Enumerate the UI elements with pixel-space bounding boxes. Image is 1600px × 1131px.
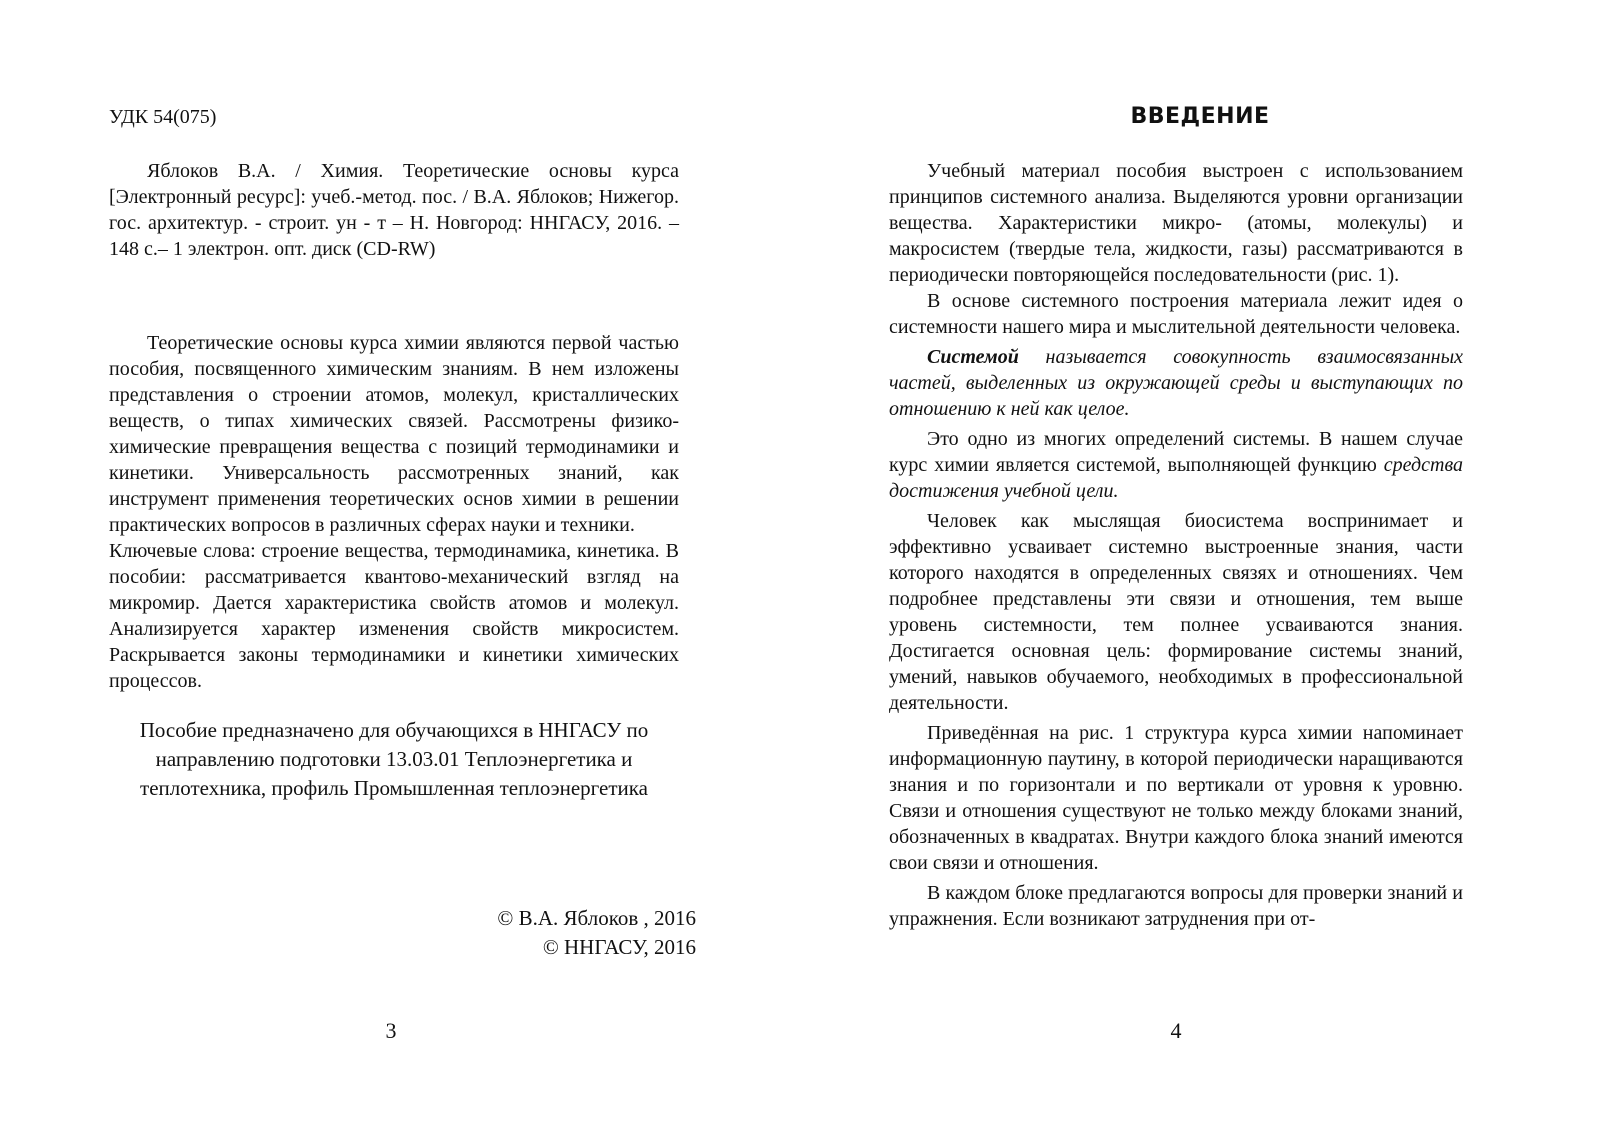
- keywords-text: Ключевые слова: строение вещества, термодинамика, кинетика. В пособии: рассматривается квантово-механический взгляд на микромир. Дается характеристика свойств атомов и молекул. Анализируется характер изменения свойств микросистем. Раскрывается законы термодинамики и кинетики химических процессов.: [109, 540, 679, 692]
- definition-term: Системой: [927, 346, 1019, 368]
- p4-italic: средства достижения учебной цели.: [889, 454, 1463, 502]
- bibliographic-record: [109, 158, 679, 262]
- intro-paragraph-7: В каждом блоке предлагаются вопросы для проверки знаний и упражнения. Если возникают затруднения при от-: [889, 882, 1463, 930]
- audience-block: [109, 716, 679, 803]
- udk-code: УДК 54(075): [109, 106, 217, 128]
- intro-paragraph-4: [889, 426, 1463, 504]
- definition-text: называется совокупность взаимосвязанных частей, выделенных из окружающей среды и выступающих по отношению к ней как целое.: [889, 346, 1463, 420]
- section-heading: ВВЕДЕНИЕ: [1130, 104, 1270, 129]
- intro-paragraph-2: В основе системного построения материала лежит идея о системности нашего мира и мыслительной деятельности человека.: [889, 290, 1463, 338]
- introduction-body: [889, 158, 1463, 932]
- intro-paragraph-1: Учебный материал пособия выстроен с использованием принципов системного анализа. Выделяются уровни организации вещества. Характеристики микро- (атомы, молекулы) и макросистем (твердые тела, жидкости, газы) рассматриваются в периодически повторяющейся последовательности (рис. 1).: [889, 160, 1463, 286]
- abstract-block: [109, 330, 679, 694]
- copyright-org: © ННГАСУ, 2016: [542, 935, 696, 959]
- intro-paragraph-5: Человек как мыслящая биосистема воспринимает и эффективно усваивает системно выстроенные знания, части которого находятся в определенных связях и отношениях. Чем подробнее представлены эти связи и отношения, тем выше уровень системности, тем полнее усваиваются знания. Достигается основная цель: формирование системы знаний, умений, навыков обучаемого, необходимых в профессиональной деятельности.: [889, 510, 1463, 714]
- p4-text: Это одно из многих определений системы. В нашем случае курс химии является системой, выполняющей функцию: [889, 428, 1463, 476]
- copyright-author: © В.А. Яблоков , 2016: [497, 906, 696, 930]
- right-page: [800, 0, 1600, 1131]
- audience-text: Пособие предназначено для обучающихся в ННГАСУ по направлению подготовки 13.03.01 Теплоэнергетика и теплотехника, профиль Промышленная теплоэнергетика: [139, 718, 649, 800]
- page-number-left: 3: [385, 1018, 397, 1043]
- biblio-text: Яблоков В.А. / Химия. Теоретические основы курса [Электронный ресурс]: учеб.-метод. пос. / В.А. Яблоков; Нижегор. гос. архитектур. - строит. ун - т – Н. Новгород: ННГАСУ, 2016. – 148 с.– 1 электрон. опт. диск (CD-RW): [109, 160, 679, 260]
- abstract-text: Теоретические основы курса химии являются первой частью пособия, посвященного химическим знаниям. В нем изложены представления о строении атомов, молекул, кристаллических веществ, о типах химических связей. Рассмотрены физико-химические превращения вещества с позиций термодинамики и кинетики. Универсальность рассмотренных знаний, как инструмент применения теоретических основ химии в решении практических вопросов в различных сферах науки и техники.: [109, 332, 679, 536]
- intro-paragraph-3: [889, 344, 1463, 422]
- intro-paragraph-6: Приведённая на рис. 1 структура курса химии напоминает информационную паутину, в которой периодически наращиваются знания и по горизонтали и по вертикали от уровня к уровню. Связи и отношения существуют не только между блоками знаний, обозначенных в квадратах. Внутри каждого блока знаний имеются свои связи и отношения.: [889, 722, 1463, 874]
- copyright-block: [380, 904, 696, 962]
- page-number-right: 4: [1170, 1018, 1182, 1043]
